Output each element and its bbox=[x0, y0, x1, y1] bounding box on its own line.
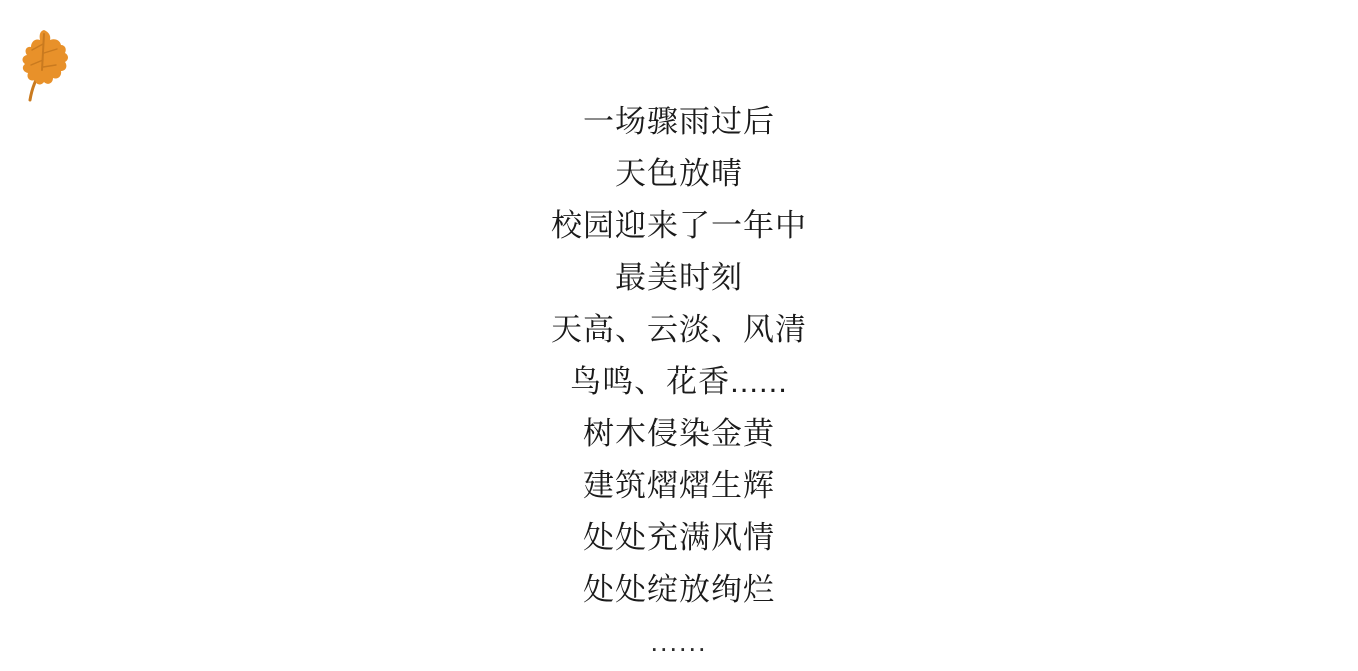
poem-line: 一场骤雨过后 bbox=[583, 104, 775, 139]
poem-line: 处处充满风情 bbox=[583, 520, 775, 555]
poem-line: 鸟鸣、花香...... bbox=[570, 364, 788, 399]
poem-line: 天色放晴 bbox=[615, 156, 743, 191]
poem-line: 树木侵染金黄 bbox=[583, 416, 775, 451]
poem-line: 建筑熠熠生辉 bbox=[583, 468, 775, 503]
poem-line: 天高、云淡、风清 bbox=[551, 312, 807, 347]
poem-line-ellipsis: ...... bbox=[650, 627, 708, 657]
poem-line: 校园迎来了一年中 bbox=[551, 208, 807, 243]
oak-leaf-icon bbox=[10, 26, 74, 102]
poem-line: 处处绽放绚烂 bbox=[583, 572, 775, 607]
poem-body bbox=[0, 96, 1358, 668]
poem-line: 最美时刻 bbox=[615, 260, 743, 295]
